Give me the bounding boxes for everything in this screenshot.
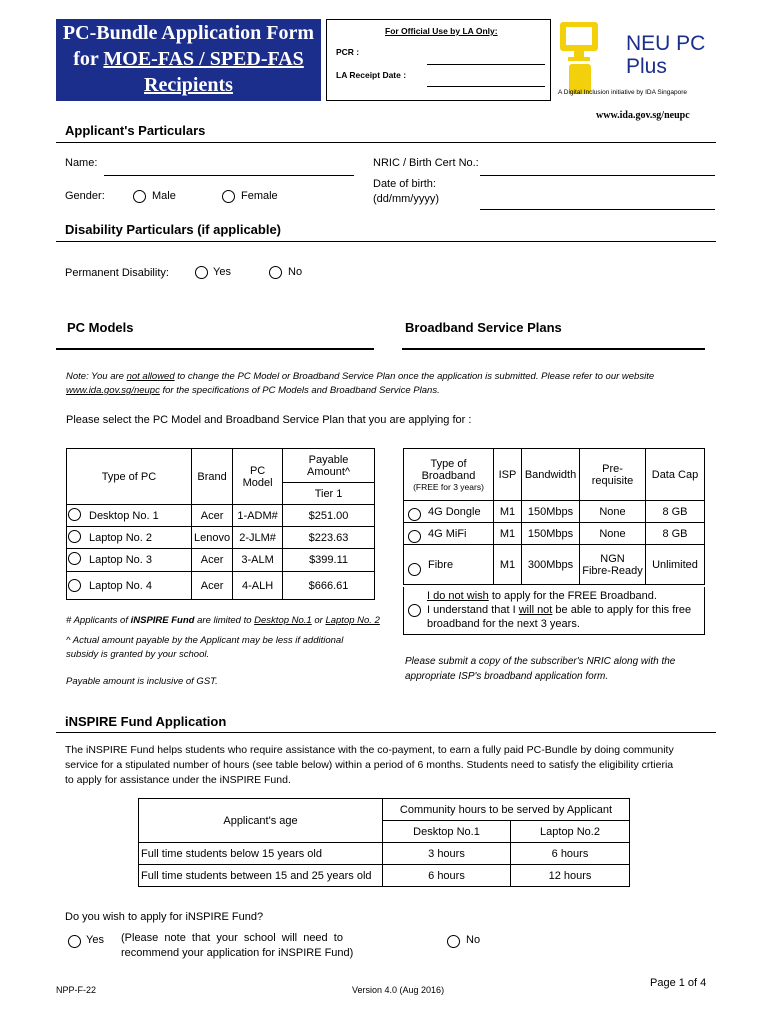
form-title-scheme: MOE-FAS / SPED-FAS xyxy=(103,48,304,70)
la-receipt-label: LA Receipt Date : xyxy=(336,70,407,80)
footnote-hash-desktop: Desktop No.1 xyxy=(254,615,312,626)
bb-header-type-l2: Broadband xyxy=(421,469,476,482)
bb-row-1-type: 4G Dongle xyxy=(404,501,494,523)
pc-header-model-l2: Model xyxy=(242,476,273,489)
inspire-row-1-age: Full time students below 15 years old xyxy=(139,843,383,865)
logo-name-line1: NEU PC xyxy=(626,32,706,55)
footnote-hash-or: or xyxy=(311,615,326,626)
official-use-box xyxy=(326,19,551,101)
pc-row-4-amount: $666.61 xyxy=(283,572,375,600)
inspire-header-age: Applicant's age xyxy=(139,799,383,843)
bb-header-type xyxy=(404,449,494,501)
bb-4g-dongle-radio[interactable] xyxy=(408,508,421,521)
pc-row-3-amount: $399.11 xyxy=(283,549,375,572)
footnote-inspire-limit xyxy=(66,614,380,628)
website-url[interactable]: www.ida.gov.sg/neupc xyxy=(596,110,690,121)
inspire-question: Do you wish to apply for iNSPIRE Fund? xyxy=(65,911,264,923)
bb-optout-will-not: will not xyxy=(518,604,553,616)
pc-header-payable-l2: Amount^ xyxy=(307,465,351,478)
name-label: Name: xyxy=(65,157,98,169)
inspire-row-2-age: Full time students between 15 and 25 years old xyxy=(139,865,383,887)
bb-header-datacap: Data Cap xyxy=(646,449,705,501)
bb-optout-not-wish: I do not wish xyxy=(427,590,489,602)
inspire-paragraph xyxy=(65,743,720,788)
inspire-header-desktop: Desktop No.1 xyxy=(383,821,511,843)
footnote-gst: Payable amount is inclusive of GST. xyxy=(66,676,218,687)
inspire-para-line3: to apply for assistance under the iNSPIRE Fund. xyxy=(65,774,291,786)
bb-row-3-prereq xyxy=(580,545,646,585)
pc-row-3-model: 3-ALM xyxy=(233,549,283,572)
form-code: NPP-F-22 xyxy=(56,985,97,995)
name-field[interactable] xyxy=(104,175,354,176)
logo-tagline: A Digital Inclusion initiative by IDA Singapore xyxy=(558,89,687,96)
pc-row-2-model: 2-JLM# xyxy=(233,527,283,549)
inspire-yes-radio[interactable] xyxy=(68,935,81,948)
pc-row-2-type: Laptop No. 2 xyxy=(67,527,192,549)
table-row xyxy=(404,545,705,585)
note-text-1: Note: You are xyxy=(66,371,127,382)
pc-row-1-model: 1-ADM# xyxy=(233,505,283,527)
change-note xyxy=(66,370,716,398)
form-version: Version 4.0 (Aug 2016) xyxy=(352,985,445,995)
pc-model-table xyxy=(66,448,375,600)
form-title-line3: Recipients xyxy=(144,74,233,96)
logo-name-line2: Plus xyxy=(626,55,667,78)
pc-models-rule xyxy=(56,348,374,350)
footnote-hash-bold: iNSPIRE Fund xyxy=(130,615,195,626)
gender-female-label: Female xyxy=(241,190,278,202)
disability-yes-radio[interactable] xyxy=(195,266,208,279)
bb-header-prereq-l2: requisite xyxy=(591,474,634,487)
inspire-header-community: Community hours to be served by Applicant xyxy=(383,799,630,821)
pc-row-2-brand: Lenovo xyxy=(192,527,233,549)
pcr-label: PCR : xyxy=(336,47,360,57)
dob-label-line2: (dd/mm/yyyy) xyxy=(373,193,439,205)
disability-yes-label: Yes xyxy=(213,266,231,278)
note-website-link[interactable]: www.ida.gov.sg/neupc xyxy=(66,385,160,396)
page-number: Page 1 of 4 xyxy=(650,977,707,989)
form-title-line2 xyxy=(56,46,321,72)
bb-row-1-isp: M1 xyxy=(494,501,522,523)
bb-row-3-bandwidth: 300Mbps xyxy=(522,545,580,585)
footnote-caret-line2: subsidy is granted by your school. xyxy=(66,649,210,660)
bb-header-type-l1: Type of xyxy=(430,457,467,470)
footnote-hash-mid: are limited to xyxy=(194,615,255,626)
bb-row-3-type: Fibre xyxy=(404,545,494,585)
note-not-allowed: not allowed xyxy=(126,371,175,382)
bb-row-1-bandwidth: 150Mbps xyxy=(522,501,580,523)
inspire-heading-rule xyxy=(56,732,716,733)
pc-header-payable-l1: Payable xyxy=(308,453,349,466)
form-title-line1: PC-Bundle Application Form xyxy=(62,22,315,44)
bb-header-prereq-l1: Pre- xyxy=(602,462,623,475)
bb-optout-box xyxy=(403,587,705,635)
dob-field[interactable] xyxy=(480,209,715,210)
bb-optout-line3: broadband for the next 3 years. xyxy=(427,618,580,630)
applicant-heading-rule xyxy=(56,142,716,143)
bb-header-type-sub: (FREE for 3 years) xyxy=(413,481,484,492)
inspire-row-1-laptop: 6 hours xyxy=(511,843,630,865)
pc-header-tier: Tier 1 xyxy=(283,483,375,505)
bb-row-2-isp: M1 xyxy=(494,523,522,545)
bb-row-1-datacap: 8 GB xyxy=(646,501,705,523)
pc-row-3-brand: Acer xyxy=(192,549,233,572)
nric-label: NRIC / Birth Cert No.: xyxy=(373,157,479,169)
bb-4g-mifi-radio[interactable] xyxy=(408,530,421,543)
table-row xyxy=(67,527,375,549)
neu-pc-plus-logo xyxy=(556,19,716,101)
disability-no-radio[interactable] xyxy=(269,266,282,279)
pc-row-4-type: Laptop No. 4 xyxy=(67,572,192,600)
pc-row-1-type: Desktop No. 1 xyxy=(67,505,192,527)
la-receipt-field[interactable] xyxy=(427,86,545,87)
bb-row-2-prereq: None xyxy=(580,523,646,545)
footnote-caret-line1: ^ Actual amount payable by the Applicant may be less if additional xyxy=(66,635,344,646)
pc-models-heading: PC Models xyxy=(67,320,134,335)
broadband-rule xyxy=(402,348,705,350)
note-text-3: for the specifications of PC Models and Broadband Service Plans. xyxy=(159,385,440,396)
inspire-para-line2: service for a stipulated number of hours (see table below) within a period of 6 months. Students need to satisfy the eligibility crtieria xyxy=(65,759,674,771)
form-title-prefix: for xyxy=(73,48,104,70)
pc-header-type: Type of PC xyxy=(67,449,192,505)
bb-row-1-prereq: None xyxy=(580,501,646,523)
pc-desktop-1-radio[interactable] xyxy=(68,508,81,521)
table-row xyxy=(404,523,705,545)
inspire-yes-note-line2: recommend your application for iNSPIRE Fund) xyxy=(121,947,354,959)
bb-optout-line1-rest: to apply for the FREE Broadband. xyxy=(488,590,657,602)
disability-no-label: No xyxy=(288,266,303,278)
table-row xyxy=(67,549,375,572)
gender-female-radio[interactable] xyxy=(222,190,235,203)
applicant-heading: Applicant's Particulars xyxy=(65,123,206,138)
bb-header-prereq xyxy=(580,449,646,501)
dob-label-line1: Date of birth: xyxy=(373,178,436,190)
pc-row-4-brand: Acer xyxy=(192,572,233,600)
inspire-yes-note-line1: (Please note that your school will need to xyxy=(121,932,343,944)
bb-row-3-prereq-l2: Fibre-Ready xyxy=(582,564,643,577)
inspire-no-radio[interactable] xyxy=(447,935,460,948)
pc-row-1-amount: $251.00 xyxy=(283,505,375,527)
bb-optout-line2-rest: be able to apply for this free xyxy=(552,604,692,616)
table-row xyxy=(139,843,630,865)
disability-heading-rule xyxy=(56,241,716,242)
inspire-row-2-laptop: 12 hours xyxy=(511,865,630,887)
gender-male-radio[interactable] xyxy=(133,190,146,203)
pc-laptop-4-radio[interactable] xyxy=(68,579,81,592)
pc-row-1-brand: Acer xyxy=(192,505,233,527)
footnote-hash-prefix: # Applicants of xyxy=(66,615,131,626)
inspire-row-2-desktop: 6 hours xyxy=(383,865,511,887)
gender-male-label: Male xyxy=(152,190,176,202)
table-row xyxy=(404,501,705,523)
title-banner xyxy=(56,19,321,101)
table-row xyxy=(67,505,375,527)
broadband-heading: Broadband Service Plans xyxy=(405,320,562,335)
pc-header-payable xyxy=(283,449,375,483)
bb-row-2-datacap: 8 GB xyxy=(646,523,705,545)
pc-row-4-model: 4-ALH xyxy=(233,572,283,600)
nric-field[interactable] xyxy=(480,175,715,176)
permanent-disability-label: Permanent Disability: xyxy=(65,267,169,279)
bb-fibre-radio[interactable] xyxy=(408,563,421,576)
inspire-yes-label: Yes xyxy=(86,934,104,946)
inspire-heading: iNSPIRE Fund Application xyxy=(65,714,227,729)
bb-header-bandwidth: Bandwidth xyxy=(522,449,580,501)
inspire-header-laptop: Laptop No.2 xyxy=(511,821,630,843)
pc-row-2-amount: $223.63 xyxy=(283,527,375,549)
bb-header-isp: ISP xyxy=(494,449,522,501)
official-use-heading: For Official Use by LA Only: xyxy=(385,26,498,36)
bb-nric-note-line2: appropriate ISP's broadband application form. xyxy=(405,671,609,682)
inspire-hours-table xyxy=(138,798,630,887)
broadband-table xyxy=(403,448,705,585)
bb-optout-line2-prefix: I understand that I xyxy=(427,604,519,616)
pcr-field[interactable] xyxy=(427,64,545,65)
pc-laptop-3-radio[interactable] xyxy=(68,552,81,565)
select-instruction: Please select the PC Model and Broadband Service Plan that you are applying for : xyxy=(66,414,472,426)
bb-row-3-datacap: Unlimited xyxy=(646,545,705,585)
bb-nric-note-line1: Please submit a copy of the subscriber's NRIC along with the xyxy=(405,656,676,667)
gender-label: Gender: xyxy=(65,190,105,202)
pc-laptop-2-radio[interactable] xyxy=(68,530,81,543)
bb-row-3-isp: M1 xyxy=(494,545,522,585)
bb-row-2-bandwidth: 150Mbps xyxy=(522,523,580,545)
pc-row-3-type: Laptop No. 3 xyxy=(67,549,192,572)
table-row xyxy=(139,865,630,887)
bb-row-3-prereq-l1: NGN xyxy=(600,552,625,565)
inspire-no-label: No xyxy=(466,934,481,946)
bb-optout-line1 xyxy=(427,589,657,603)
table-row xyxy=(67,572,375,600)
note-text-2: to change the PC Model or Broadband Service Plan once the application is submitted. Please refer to our website xyxy=(174,371,655,382)
bb-optout-radio[interactable] xyxy=(408,604,421,617)
pc-header-brand: Brand xyxy=(192,449,233,505)
bb-row-2-type: 4G MiFi xyxy=(404,523,494,545)
pc-header-model xyxy=(233,449,283,505)
disability-heading: Disability Particulars (if applicable) xyxy=(65,222,282,237)
footnote-hash-laptop: Laptop No. 2 xyxy=(325,615,380,626)
bb-optout-line2 xyxy=(427,603,691,617)
inspire-row-1-desktop: 3 hours xyxy=(383,843,511,865)
pc-header-model-l1: PC xyxy=(249,464,266,477)
inspire-para-line1: The iNSPIRE Fund helps students who require assistance with the co-payment, to earn a fully paid PC-Bundle by doing community xyxy=(65,744,674,756)
logo-i-icon xyxy=(556,19,618,97)
